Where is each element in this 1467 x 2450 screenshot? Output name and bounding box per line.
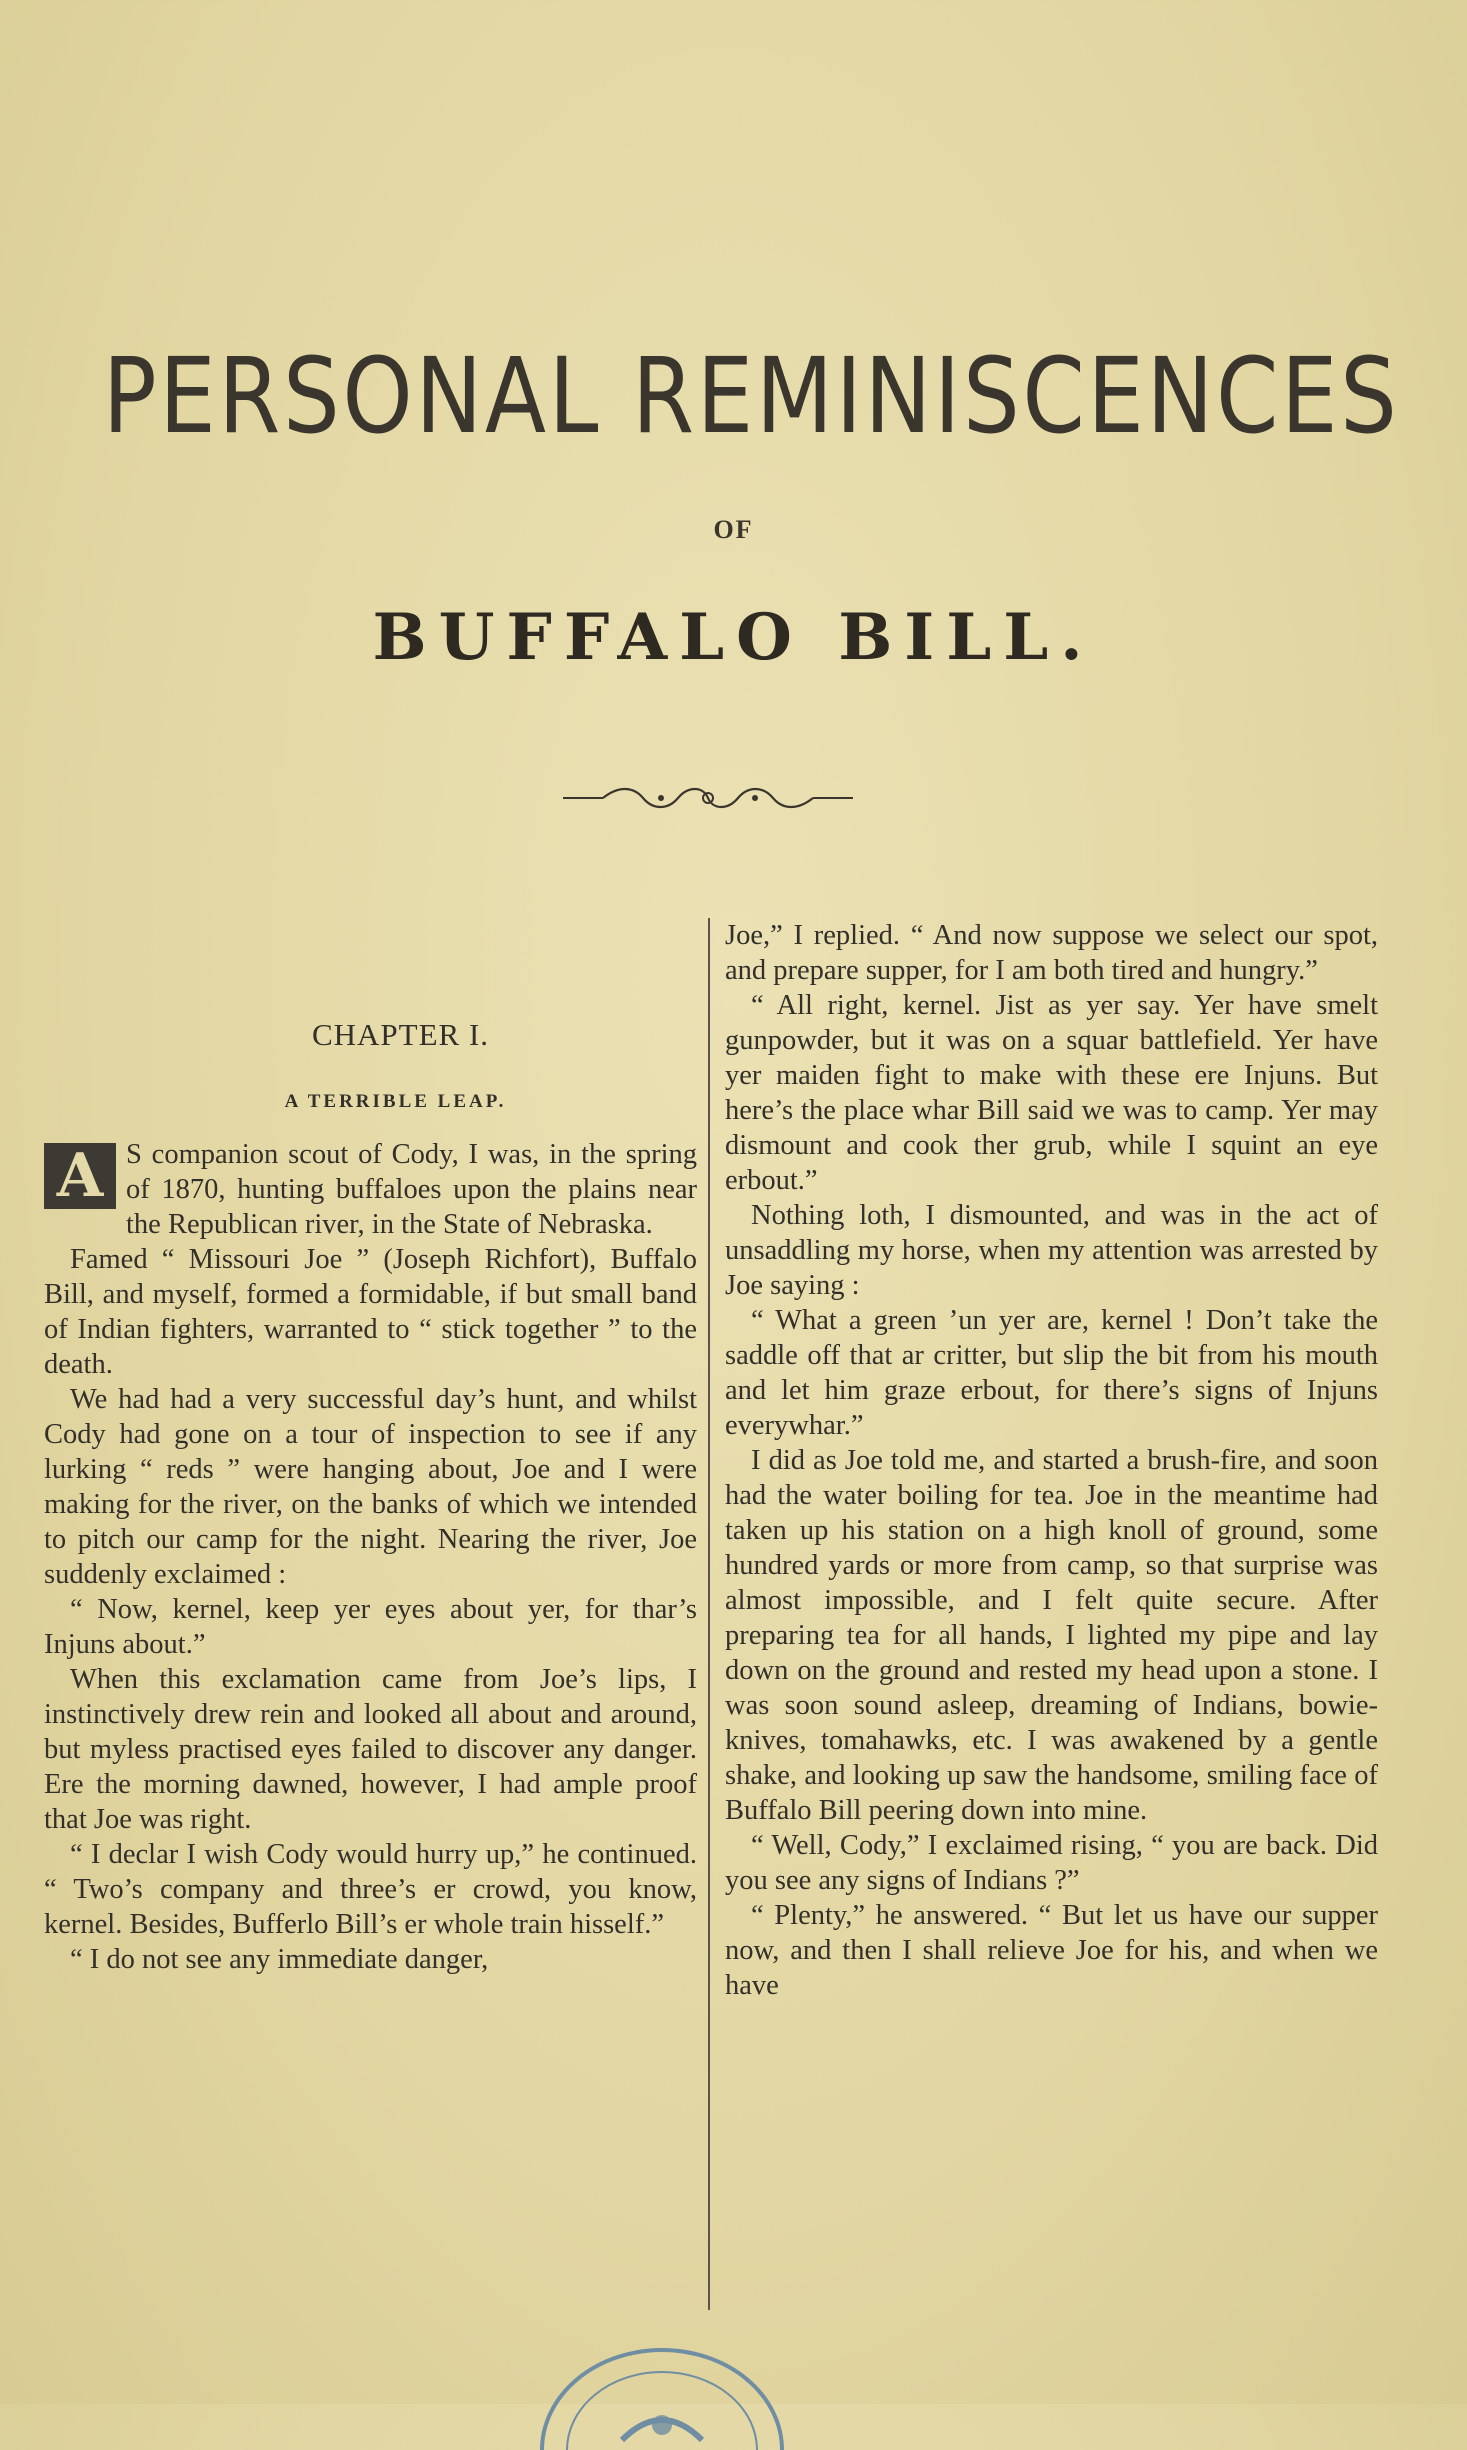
left-column [44,1017,697,1977]
column-divider [708,918,710,2310]
paragraph: “ All right, kernel. Jist as yer say. Yer have smelt gunpowder, but it was on a squar battlefield. Yer have yer maiden fight to make with these ere Injuns. But here’s the place whar Bill said we was to camp. Yer may dismount and cook ther grub, while I squint an eye erbout.” [725,990,1378,1196]
paragraph: We had had a very successful day’s hunt, and whilst Cody had gone on a tour of inspection to see if any lurking “ reds ” were hanging about, Joe and I were making for the river, on the banks of which we intended to pitch our camp for the night. Nearing the river, Joe suddenly exclaimed : [44,1384,697,1590]
dropcap-letter: A [44,1143,116,1209]
paragraph: When this exclamation came from Joe’s lips, I instinctively drew rein and looked all about and around, but myless practised eyes failed to discover any danger. Ere the morning dawned, however, I had ample proof that Joe was right. [44,1664,697,1835]
paragraph: Famed “ Missouri Joe ” (Joseph Richfort), Buffalo Bill, and myself, formed a formidable, if but small band of Indian fighters, warranted to “ stick together ” to the death. [44,1244,697,1380]
right-column [725,918,1378,2003]
page-subtitle: BUFFALO BILL. [372,600,1095,675]
paragraph: Nothing loth, I dismounted, and was in the act of unsaddling my horse, when my attention was arrested by Joe saying : [725,1200,1378,1301]
page-title: PERSONAL REMINISCENCES [102,335,1400,457]
paragraph: “ What a green ’un yer are, kernel ! Don’t take the saddle off that ar critter, but slip the bit from his mouth and let him graze erbout, for there’s signs of Injuns everywhar.” [725,1305,1378,1441]
title-of: OF [713,515,754,544]
paragraph-continuation: Joe,” I replied. “ And now suppose we select our spot, and prepare supper, for I am both tired and hungry.” [725,920,1378,986]
paragraph: “ I do not see any immediate danger, [70,1944,489,1975]
paragraph: “ I declar I wish Cody would hurry up,” he continued. “ Two’s company and three’s er crowd, you know, kernel. Besides, Bufferlo Bill’s er whole train hisself.” [44,1839,697,1940]
paragraph: S companion scout of Cody, I was, in the spring of 1870, hunting buffaloes upon the plains near the Republican river, in the State of Nebraska. [126,1139,697,1240]
paragraph: I did as Joe told me, and started a brush-fire, and soon had the water boiling for tea. Joe in the meantime had taken up his station on a high knoll of ground, some hundred yards or more from camp, so that surprise was almost impossible, and I felt quite secure. After preparing tea for all hands, I lighted my pipe and lay down on the ground and rested my head upon a stone. I was soon sound asleep, dreaming of Indians, bowie-knives, tomahawks, etc. I was awakened by a gentle shake, and looking up saw the handsome, smiling face of Buffalo Bill peering down into mine. [725,1445,1378,1826]
paragraph: “ Plenty,” he answered. “ But let us have our supper now, and then I shall relieve Joe for his, and when we have [725,1900,1378,2001]
library-stamp-icon [527,2330,797,2450]
paragraph: “ Well, Cody,” I exclaimed rising, “ you are back. Did you see any signs of Indians ?” [725,1830,1378,1896]
paragraph: “ Now, kernel, keep yer eyes about yer, for thar’s Injuns about.” [44,1594,697,1660]
chapter-heading: CHAPTER I. [311,1017,490,1052]
chapter-subheading: A TERRIBLE LEAP. [284,1091,507,1112]
first-paragraph-block [44,1137,697,1242]
ornament-divider-icon [563,778,853,818]
